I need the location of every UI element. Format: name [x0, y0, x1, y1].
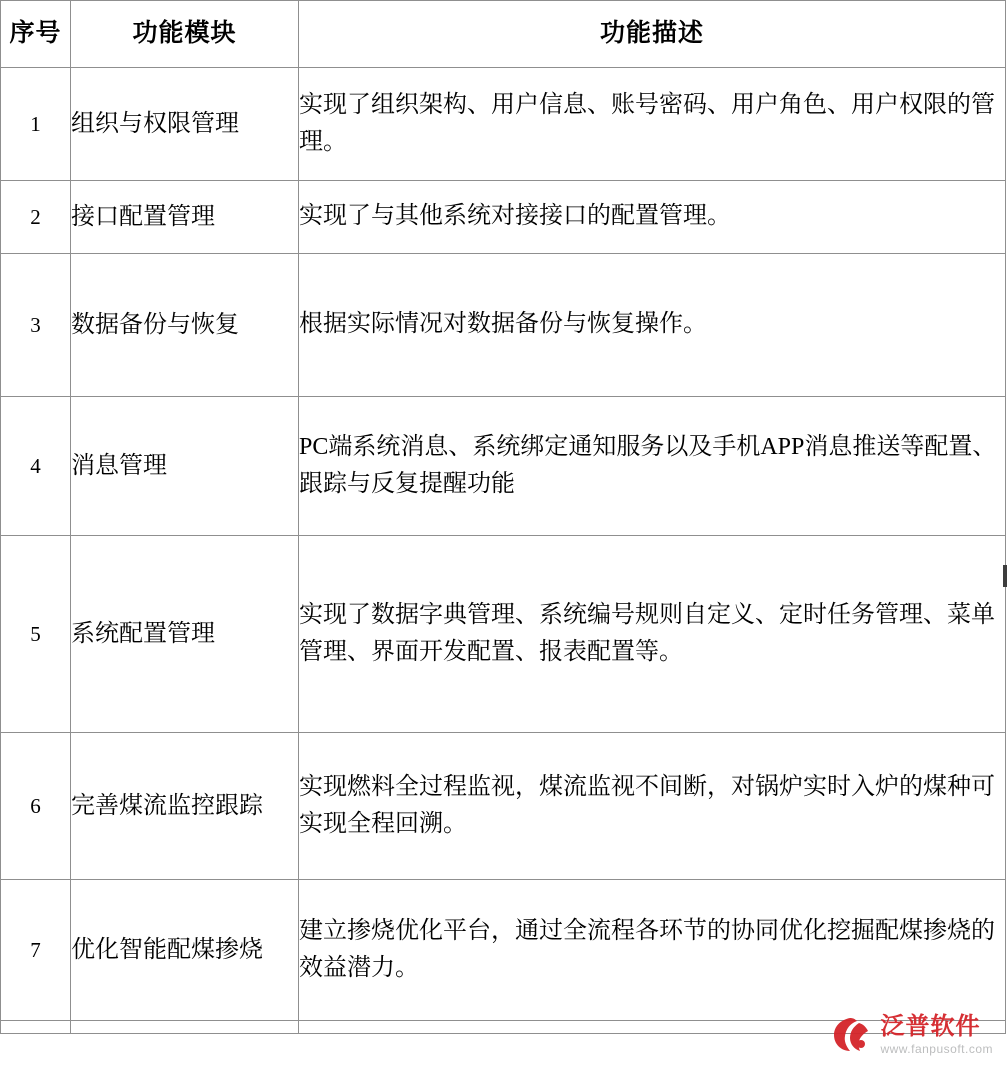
row-module [71, 733, 299, 880]
row-number: 5 [1, 536, 71, 733]
table-row [1, 733, 1006, 880]
table-row [1, 1021, 1006, 1034]
row-module-text: 系统配置管理 [71, 621, 215, 647]
row-module-text: 完善煤流监控跟踪 [71, 793, 263, 819]
table-row [1, 536, 1006, 733]
row-description-text: 根据实际情况对数据备份与恢复操作。 [299, 311, 707, 338]
row-module-text: 消息管理 [71, 453, 167, 479]
row-description-text: 建立掺烧优化平台，通过全流程各环节的协同优化挖掘配煤掺烧的效益潜力。 [299, 917, 995, 981]
column-header-no: 序号 [1, 1, 71, 68]
row-module [71, 68, 299, 181]
row-module [71, 1021, 299, 1034]
row-number: 4 [1, 397, 71, 536]
column-header-module: 功能模块 [71, 1, 299, 68]
row-description [299, 397, 1006, 536]
row-description-text: PC端系统消息、系统绑定通知服务以及手机APP消息推送等配置、跟踪与反复提醒功能 [299, 433, 997, 497]
row-module-text: 接口配置管理 [71, 204, 215, 230]
row-module-text: 组织与权限管理 [71, 111, 239, 137]
row-number: 3 [1, 254, 71, 397]
row-description-text: 实现了组织架构、用户信息、账号密码、用户角色、用户权限的管理。 [299, 91, 995, 155]
row-description-text: 实现了与其他系统对接接口的配置管理。 [299, 203, 731, 230]
page-edge-marker [1003, 565, 1007, 587]
row-description [299, 536, 1006, 733]
row-description [299, 1021, 1006, 1034]
watermark-site: www.fanpusoft.com [880, 1042, 993, 1056]
row-module [71, 536, 299, 733]
row-module [71, 880, 299, 1021]
table-header-row [1, 1, 1006, 68]
row-description-text: 实现燃料全过程监视，煤流监视不间断，对锅炉实时入炉的煤种可实现全程回溯。 [299, 773, 995, 837]
row-description [299, 68, 1006, 181]
row-module-text: 数据备份与恢复 [71, 312, 239, 338]
row-module-text: 优化智能配煤掺烧 [71, 937, 263, 963]
table-row [1, 397, 1006, 536]
watermark-brand: 泛普软件 [880, 1013, 981, 1040]
row-number [1, 1021, 71, 1034]
row-number: 2 [1, 181, 71, 254]
row-description-text: 实现了数据字典管理、系统编号规则自定义、定时任务管理、菜单管理、界面开发配置、报表配置等。 [299, 601, 995, 665]
row-number: 7 [1, 880, 71, 1021]
table-row [1, 254, 1006, 397]
row-number: 6 [1, 733, 71, 880]
row-description [299, 254, 1006, 397]
row-description [299, 181, 1006, 254]
table-row [1, 880, 1006, 1021]
row-description [299, 733, 1006, 880]
row-module [71, 397, 299, 536]
row-module [71, 254, 299, 397]
column-header-description: 功能描述 [299, 1, 1006, 68]
table-row [1, 181, 1006, 254]
row-module [71, 181, 299, 254]
row-description [299, 880, 1006, 1021]
row-number: 1 [1, 68, 71, 181]
table-row [1, 68, 1006, 181]
